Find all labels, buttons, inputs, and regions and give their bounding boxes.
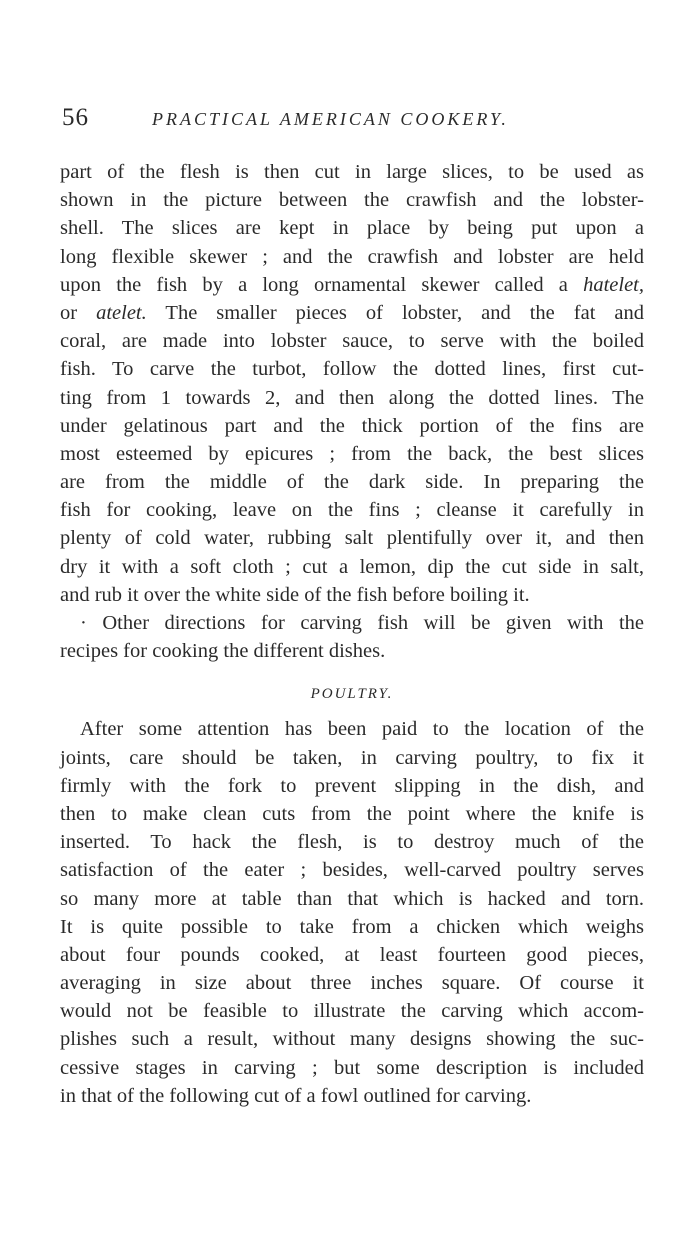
text-line: shown in the picture between the crawfish and the lobster-: [60, 189, 644, 212]
running-head: PRACTICAL AMERICAN COOKERY.: [152, 109, 509, 129]
section-heading-poultry: POULTRY.: [310, 686, 394, 703]
text-line: part of the flesh is then cut in large slices, to be used as: [60, 161, 644, 183]
italic-term-hatelet: hatelet,: [583, 273, 644, 296]
text-line: It is quite possible to take from a chicken which weighs: [60, 915, 644, 938]
text-line: so many more at table than that which is hacked and torn.: [60, 887, 644, 910]
paragraph-other-directions: [60, 609, 644, 665]
text-line: cessive stages in carving ; but some description is included: [60, 1056, 644, 1079]
text-line: plenty of cold water, rubbing salt plentifully over it, and then: [60, 527, 644, 550]
text-fragment: The smaller pieces of lobster, and the fat and: [165, 301, 645, 324]
text-line: firmly with the fork to prevent slipping in the dish, and: [60, 774, 644, 797]
text-line: in that of the following cut of a fowl outlined for carving.: [60, 1084, 532, 1107]
text-line: and rub it over the white side of the fish before boiling it.: [60, 583, 530, 606]
text-line: inserted. To hack the flesh, is to destroy much of the: [60, 831, 644, 854]
text-line: dry it with a soft cloth ; cut a lemon, dip the cut side in salt,: [60, 555, 644, 578]
page-header: [62, 104, 662, 138]
text-line: averaging in size about three inches square. Of course it: [60, 972, 644, 995]
text-line: recipes for cooking the different dishes.: [60, 640, 386, 663]
body-text: [60, 158, 644, 1110]
text-line: then to make clean cuts from the point where the knife is: [60, 802, 644, 825]
page-number: 56: [62, 104, 89, 131]
text-line: shell. The slices are kept in place by being put upon a: [60, 217, 644, 240]
text-line: fish. To carve the turbot, follow the dotted lines, first cut-: [60, 358, 644, 381]
text-line: joints, care should be taken, in carving poultry, to fix it: [60, 746, 644, 769]
text-fragment: upon the fish by a long ornamental skewer called a: [60, 273, 568, 296]
text-line: about four pounds cooked, at least fourteen good pieces,: [60, 943, 644, 966]
paragraph-poultry: [60, 715, 644, 1110]
text-line-hatelet: [60, 271, 644, 299]
text-line: are from the middle of the dark side. In preparing the: [60, 471, 644, 494]
text-line: would not be feasible to illustrate the carving which accom-: [60, 1000, 644, 1023]
text-line: most esteemed by epicures ; from the back, the best slices: [60, 442, 644, 465]
italic-term-atelet: atelet.: [96, 301, 147, 324]
text-line: long flexible skewer ; and the crawfish and lobster are held: [60, 245, 644, 268]
text-line: · Other directions for carving fish will be given with the: [80, 612, 644, 634]
text-line: under gelatinous part and the thick portion of the fins are: [60, 414, 644, 437]
text-line: coral, are made into lobster sauce, to serve with the boiled: [60, 330, 644, 353]
text-fragment: or: [60, 301, 78, 324]
text-line: fish for cooking, leave on the fins ; cleanse it carefully in: [60, 499, 644, 522]
paragraph-carving-fish: [60, 158, 644, 609]
text-line-atelet: [60, 299, 644, 327]
text-line: After some attention has been paid to the location of the: [80, 718, 644, 741]
text-line: ting from 1 towards 2, and then along the dotted lines. The: [60, 386, 644, 409]
text-line: plishes such a result, without many designs showing the suc-: [60, 1028, 644, 1051]
text-line: satisfaction of the eater ; besides, well-carved poultry serves: [60, 859, 644, 882]
